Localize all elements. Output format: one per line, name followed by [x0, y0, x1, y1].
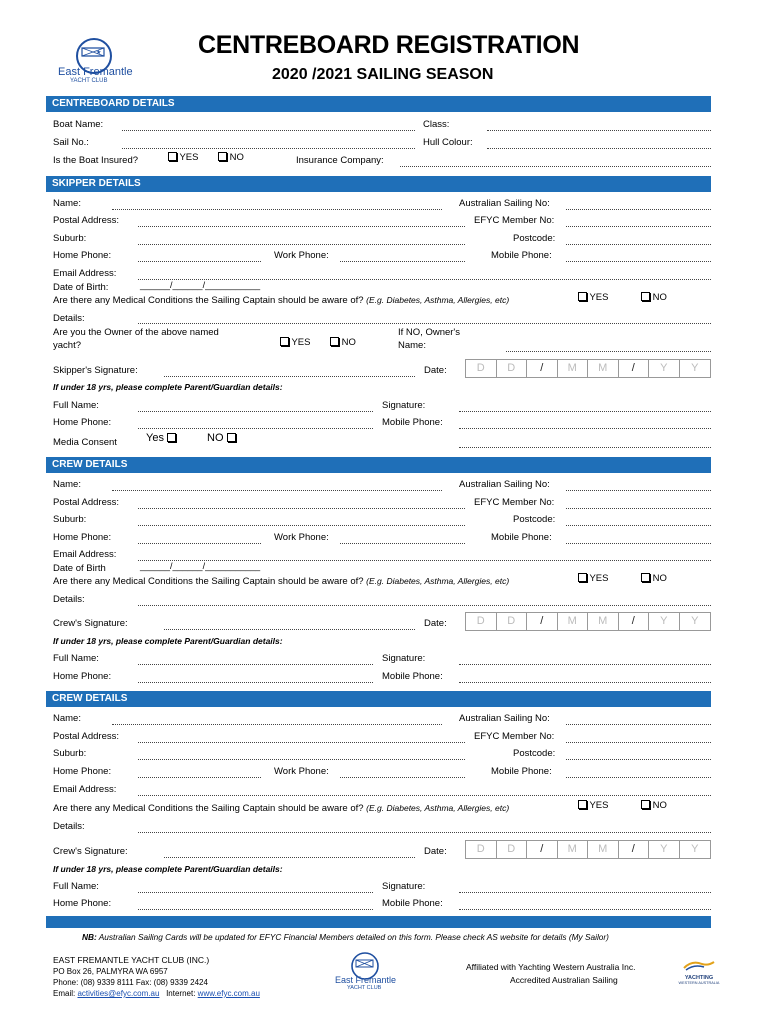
medical-examples: (E.g. Diabetes, Asthma, Allergies, etc)	[366, 576, 510, 586]
date-cell: D	[497, 613, 528, 630]
crew2-email-field[interactable]	[138, 795, 711, 796]
media-consent-no[interactable]	[207, 432, 236, 444]
date-cell: D	[466, 360, 497, 377]
website-link[interactable]: www.efyc.com.au	[197, 989, 260, 998]
crew1-name-label: Name:	[53, 479, 81, 490]
crew2-date-label: Date:	[424, 846, 447, 857]
date-cell: /	[619, 360, 650, 377]
date-cell: Y	[649, 360, 680, 377]
crew2-email-label: Email Address:	[53, 784, 117, 795]
skipper-home-phone-label: Home Phone:	[53, 250, 112, 261]
insured-no-option[interactable]	[218, 152, 244, 163]
option-label: YES	[589, 292, 609, 303]
checkbox[interactable]	[168, 152, 177, 161]
skipper-details-field[interactable]	[138, 323, 711, 324]
date-cell: Y	[691, 362, 699, 374]
skipper-work-phone-label: Work Phone:	[274, 250, 329, 261]
skipper-name-label: Name:	[53, 198, 81, 209]
crew2-postcode-label: Postcode:	[513, 748, 556, 759]
checkbox[interactable]	[641, 292, 650, 301]
skipper-date-label: Date:	[424, 365, 447, 376]
skipper-suburb-label: Suburb:	[53, 233, 87, 244]
skipper-home-phone-field[interactable]	[138, 261, 261, 262]
date-cell: D	[497, 841, 528, 858]
checkbox[interactable]	[578, 573, 587, 582]
footer-divider-bar	[46, 916, 711, 928]
crew1-home-phone-field[interactable]	[138, 543, 261, 544]
crew2-guardian-phone-field[interactable]	[138, 909, 373, 910]
skipper-signature-label: Skipper's Signature:	[53, 365, 138, 376]
skipper-mobile-field[interactable]	[566, 261, 711, 262]
crew2-postal-field[interactable]	[138, 742, 465, 743]
insured-yes-option[interactable]	[168, 152, 198, 163]
option-label: NO	[207, 432, 224, 444]
media-consent-line	[459, 447, 711, 448]
crew1-aus-sailing-label: Australian Sailing No:	[459, 479, 550, 490]
crew1-signature-field[interactable]	[164, 629, 415, 630]
option-label: YES	[179, 152, 199, 163]
checkbox[interactable]	[641, 800, 650, 809]
crew1-aus-sailing-field[interactable]	[566, 490, 711, 491]
crew1-guardian-phone-field[interactable]	[138, 682, 373, 683]
footer-note-label: NB:	[82, 932, 97, 942]
crew1-guardian-signature-label: Signature:	[382, 653, 426, 664]
crew2-guardian-signature-field[interactable]	[459, 892, 711, 893]
crew1-date-field[interactable]	[465, 612, 711, 631]
page-title: CENTREBOARD REGISTRATION	[198, 31, 580, 59]
insurance-company-field[interactable]	[400, 166, 711, 167]
date-cell: /	[527, 360, 558, 377]
crew1-efyc-label: EFYC Member No:	[474, 497, 555, 508]
crew1-guardian-name-field[interactable]	[138, 664, 373, 665]
skipper-name-field[interactable]	[112, 209, 442, 210]
crew2-efyc-label: EFYC Member No:	[474, 731, 555, 742]
section-crew-details-2: CREW DETAILS	[46, 691, 711, 707]
skipper-suburb-field[interactable]	[138, 244, 465, 245]
crew2-suburb-field[interactable]	[138, 759, 465, 760]
skipper-guardian-name-label: Full Name:	[53, 400, 99, 411]
date-cell: Y	[691, 843, 699, 855]
crew2-postal-label: Postal Address:	[53, 731, 120, 742]
skipper-dob-label: Date of Birth:	[53, 282, 109, 293]
crew2-medical-no[interactable]	[641, 800, 667, 811]
date-cell: Y	[691, 615, 699, 627]
yachting-wa-subtext: WESTERN AUSTRALIA	[678, 981, 720, 985]
crew1-work-phone-label: Work Phone:	[274, 532, 329, 543]
date-cell: /	[619, 841, 650, 858]
skipper-medical-question	[53, 295, 509, 306]
checkbox[interactable]	[578, 292, 587, 301]
crew1-mobile-field[interactable]	[566, 543, 711, 544]
owner-no-option[interactable]	[330, 337, 356, 348]
date-cell: M	[558, 360, 589, 377]
skipper-aus-sailing-label: Australian Sailing No:	[459, 198, 550, 209]
checkbox[interactable]	[218, 152, 227, 161]
hull-colour-field[interactable]	[487, 148, 711, 149]
crew2-guardian-name-field[interactable]	[138, 892, 373, 893]
crew2-details-field[interactable]	[138, 832, 711, 833]
option-label: YES	[589, 800, 609, 811]
crew2-mobile-label: Mobile Phone:	[491, 766, 552, 777]
checkbox[interactable]	[641, 573, 650, 582]
date-cell: M	[588, 360, 619, 377]
club-contact	[53, 989, 260, 998]
crew2-name-label: Name:	[53, 713, 81, 724]
boat-name-field[interactable]	[122, 130, 415, 131]
crew2-aus-sailing-field[interactable]	[566, 724, 711, 725]
affiliated-text: Affiliated with Yachting Western Australia Inc.	[466, 962, 636, 972]
crew2-name-field[interactable]	[112, 724, 442, 725]
club-phone-fax: Phone: (08) 9339 8111 Fax: (08) 9339 2424	[53, 978, 208, 987]
crew1-email-label: Email Address:	[53, 549, 117, 560]
crew2-efyc-field[interactable]	[566, 742, 711, 743]
boat-name-label: Boat Name:	[53, 119, 104, 130]
skipper-guardian-name-field[interactable]	[138, 411, 373, 412]
skipper-guardian-phone-label: Home Phone:	[53, 417, 112, 428]
checkbox[interactable]	[227, 433, 236, 442]
skipper-details-label: Details:	[53, 313, 85, 324]
crew1-postal-field[interactable]	[138, 508, 465, 509]
yachting-wa-text: YACHTING	[684, 975, 714, 981]
checkbox[interactable]	[578, 800, 587, 809]
club-name: EAST FREMANTLE YACHT CLUB (INC.)	[53, 955, 210, 965]
crew2-guardian-signature-label: Signature:	[382, 881, 426, 892]
crew1-efyc-field[interactable]	[566, 508, 711, 509]
crew1-name-field[interactable]	[112, 490, 442, 491]
footer-note	[82, 932, 609, 942]
yachting-wa-icon	[678, 958, 720, 972]
crew1-details-field[interactable]	[138, 605, 711, 606]
crew1-signature-label: Crew's Signature:	[53, 618, 128, 629]
crew2-home-phone-label: Home Phone:	[53, 766, 112, 777]
date-cell: Y	[649, 841, 680, 858]
skipper-postcode-label: Postcode:	[513, 233, 556, 244]
skipper-postal-field[interactable]	[138, 226, 465, 227]
insurance-company-label: Insurance Company:	[296, 155, 384, 166]
crew2-signature-field[interactable]	[164, 857, 415, 858]
crew1-suburb-field[interactable]	[138, 525, 465, 526]
date-cell: D	[466, 841, 497, 858]
medical-question-text: Are there any Medical Conditions the Sailing Captain should be aware of?	[53, 803, 364, 814]
date-cell: D	[466, 613, 497, 630]
crew1-dob-field[interactable]: ______/______/___________	[140, 561, 261, 571]
date-cell: M	[558, 841, 589, 858]
owner-name-label-line2: Name:	[398, 340, 426, 351]
crew2-details-label: Details:	[53, 821, 85, 832]
crew1-guardian-name-label: Full Name:	[53, 653, 99, 664]
class-label: Class:	[423, 119, 450, 130]
logo-subtext: YACHT CLUB	[70, 78, 108, 84]
email-link[interactable]: activities@efyc.com.au	[77, 989, 160, 998]
media-consent-label: Media Consent	[53, 437, 117, 448]
skipper-email-label: Email Address:	[53, 268, 117, 279]
club-address: PO Box 26, PALMYRA WA 6957	[53, 967, 168, 976]
owner-yes-option[interactable]	[280, 337, 310, 348]
date-cell: Y	[649, 613, 680, 630]
medical-examples: (E.g. Diabetes, Asthma, Allergies, etc)	[366, 803, 510, 813]
crew1-under18-note: If under 18 yrs, please complete Parent/Guardian details:	[53, 636, 283, 646]
owner-name-field[interactable]	[506, 351, 711, 352]
date-cell: /	[527, 841, 558, 858]
checkbox[interactable]	[167, 433, 176, 442]
skipper-medical-yes[interactable]	[578, 292, 608, 303]
crew2-guardian-name-label: Full Name:	[53, 881, 99, 892]
date-cell: D	[497, 360, 528, 377]
crew2-home-phone-field[interactable]	[138, 777, 261, 778]
crew1-suburb-label: Suburb:	[53, 514, 87, 525]
option-label: Yes	[146, 432, 164, 444]
insured-label: Is the Boat Insured?	[53, 155, 139, 166]
internet-label: Internet:	[166, 989, 196, 998]
date-cell: /	[527, 613, 558, 630]
crew2-mobile-field[interactable]	[566, 777, 711, 778]
crew1-postcode-label: Postcode:	[513, 514, 556, 525]
crew1-postcode-field[interactable]	[566, 525, 711, 526]
crew1-postal-label: Postal Address:	[53, 497, 120, 508]
skipper-signature-field[interactable]	[164, 376, 415, 377]
crew1-guardian-signature-field[interactable]	[459, 664, 711, 665]
class-field[interactable]	[487, 130, 711, 131]
crew1-home-phone-label: Home Phone:	[53, 532, 112, 543]
crew2-guardian-mobile-field[interactable]	[459, 909, 711, 910]
crew1-date-label: Date:	[424, 618, 447, 629]
crew2-suburb-label: Suburb:	[53, 748, 87, 759]
crew2-medical-question	[53, 803, 509, 814]
option-label: YES	[291, 337, 311, 348]
email-label: Email:	[53, 989, 76, 998]
skipper-date-field[interactable]	[465, 359, 711, 378]
crew2-aus-sailing-label: Australian Sailing No:	[459, 713, 550, 724]
option-label: NO	[652, 800, 667, 811]
skipper-guardian-mobile-label: Mobile Phone:	[382, 417, 443, 428]
svg-text:★: ★	[96, 49, 102, 56]
section-centreboard-details: CENTREBOARD DETAILS	[46, 96, 711, 112]
date-cell: M	[558, 613, 589, 630]
crew2-work-phone-field[interactable]	[340, 777, 465, 778]
crew2-under18-note: If under 18 yrs, please complete Parent/Guardian details:	[53, 864, 283, 874]
skipper-guardian-mobile-field[interactable]	[459, 428, 711, 429]
owner-name-label-line1: If NO, Owner's	[398, 327, 460, 338]
footer-note-text: Australian Sailing Cards will be updated for EFYC Financial Members detailed on this form. Please check AS website for details (My Sailor)	[98, 932, 609, 942]
skipper-guardian-phone-field[interactable]	[138, 428, 373, 429]
option-label: NO	[652, 292, 667, 303]
footer-logo-subtext: YACHT CLUB	[347, 985, 382, 991]
crew1-guardian-phone-label: Home Phone:	[53, 671, 112, 682]
option-label: NO	[652, 573, 667, 584]
owner-question-line1: Are you the Owner of the above named	[53, 327, 219, 338]
crew1-mobile-label: Mobile Phone:	[491, 532, 552, 543]
crew1-details-label: Details:	[53, 594, 85, 605]
yachting-wa-logo	[678, 958, 720, 986]
option-label: NO	[341, 337, 356, 348]
sail-no-label: Sail No.:	[53, 137, 89, 148]
skipper-work-phone-field[interactable]	[340, 261, 465, 262]
crew1-medical-question	[53, 576, 509, 587]
option-label: NO	[229, 152, 244, 163]
crew1-work-phone-field[interactable]	[340, 543, 465, 544]
medical-examples: (E.g. Diabetes, Asthma, Allergies, etc)	[366, 295, 510, 305]
skipper-mobile-label: Mobile Phone:	[491, 250, 552, 261]
skipper-efyc-label: EFYC Member No:	[474, 215, 555, 226]
crew1-medical-no[interactable]	[641, 573, 667, 584]
skipper-efyc-field[interactable]	[566, 226, 711, 227]
crew2-medical-yes[interactable]	[578, 800, 608, 811]
crew1-guardian-mobile-label: Mobile Phone:	[382, 671, 443, 682]
checkbox[interactable]	[280, 337, 289, 346]
crew2-guardian-mobile-label: Mobile Phone:	[382, 898, 443, 909]
skipper-dob-field[interactable]: ______/______/___________	[140, 280, 261, 290]
media-consent-yes[interactable]	[146, 432, 176, 444]
hull-colour-label: Hull Colour:	[423, 137, 473, 148]
checkbox[interactable]	[330, 337, 339, 346]
skipper-aus-sailing-field[interactable]	[566, 209, 711, 210]
skipper-under18-note: If under 18 yrs, please complete Parent/Guardian details:	[53, 382, 283, 392]
skipper-guardian-signature-label: Signature:	[382, 400, 426, 411]
crew2-postcode-field[interactable]	[566, 759, 711, 760]
crew1-dob-label: Date of Birth	[53, 563, 106, 574]
crew2-signature-label: Crew's Signature:	[53, 846, 128, 857]
section-crew-details-1: CREW DETAILS	[46, 457, 711, 473]
skipper-guardian-signature-field[interactable]	[459, 411, 711, 412]
crew2-guardian-phone-label: Home Phone:	[53, 898, 112, 909]
skipper-postcode-field[interactable]	[566, 244, 711, 245]
logo-text: East Fremantle	[58, 66, 133, 78]
page-subtitle: 2020 /2021 SAILING SEASON	[272, 66, 494, 83]
owner-question-line2: yacht?	[53, 340, 81, 351]
accredited-text: Accredited Australian Sailing	[510, 975, 618, 985]
section-skipper-details: SKIPPER DETAILS	[46, 176, 711, 192]
medical-question-text: Are there any Medical Conditions the Sailing Captain should be aware of?	[53, 295, 364, 306]
skipper-postal-label: Postal Address:	[53, 215, 120, 226]
crew1-medical-yes[interactable]	[578, 573, 608, 584]
date-cell: /	[619, 613, 650, 630]
crew2-date-field[interactable]	[465, 840, 711, 859]
date-cell: M	[588, 841, 619, 858]
option-label: YES	[589, 573, 609, 584]
date-cell: M	[588, 613, 619, 630]
crew1-guardian-mobile-field[interactable]	[459, 682, 711, 683]
skipper-medical-no[interactable]	[641, 292, 667, 303]
footer-logo-text: East Fremantle	[335, 975, 397, 985]
sail-no-field[interactable]	[122, 148, 415, 149]
crew2-work-phone-label: Work Phone:	[274, 766, 329, 777]
medical-question-text: Are there any Medical Conditions the Sailing Captain should be aware of?	[53, 576, 364, 587]
